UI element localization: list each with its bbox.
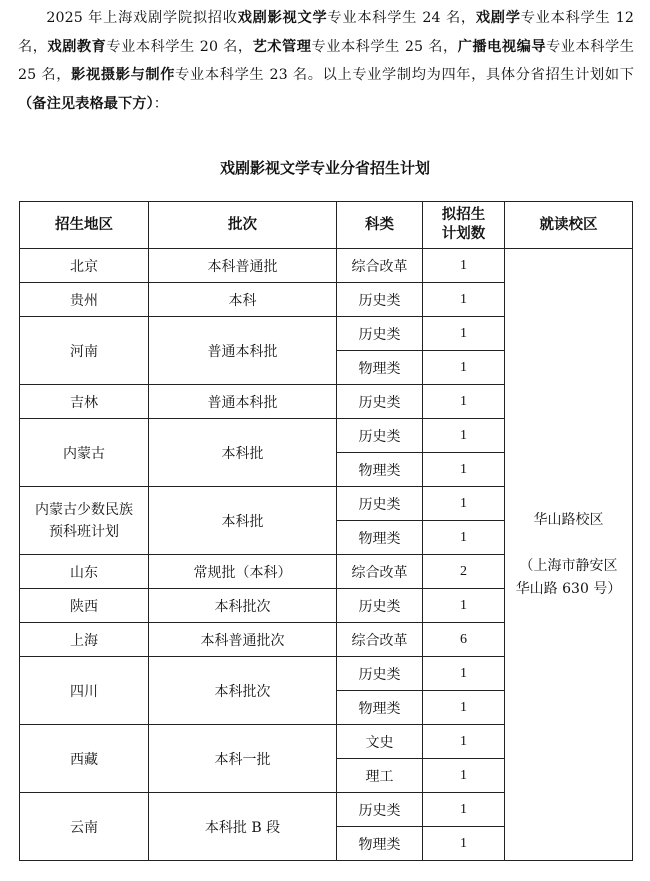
- subject-cell: 历史类: [337, 793, 423, 827]
- count-cell: 1: [423, 419, 505, 453]
- major-broadcast-directing: 广播电视编导: [457, 38, 547, 55]
- subject-cell: 综合改革: [337, 249, 423, 283]
- subject-cell: 历史类: [337, 317, 423, 351]
- note-reference: （备注见表格最下方）: [18, 95, 154, 112]
- intro-text: 2025 年上海戏剧学院拟招收: [46, 10, 238, 26]
- table-row: [20, 249, 633, 283]
- region-cell: 河南: [20, 317, 149, 385]
- table-title: 戏剧影视文学专业分省招生计划: [219, 159, 430, 177]
- intro-text: 专业本科学生 12 名，: [18, 10, 634, 55]
- region-cell: [20, 487, 149, 555]
- count-cell: 1: [423, 453, 505, 487]
- region-line2: 预科班计划: [49, 523, 119, 540]
- subject-cell: 文史: [337, 725, 423, 759]
- count-cell: 1: [423, 317, 505, 351]
- subject-cell: 物理类: [337, 351, 423, 385]
- count-cell: 1: [423, 351, 505, 385]
- batch-cell: 本科一批: [149, 725, 337, 793]
- subject-cell: 历史类: [337, 589, 423, 623]
- header-batch: 批次: [149, 202, 337, 249]
- region-cell: 北京: [20, 249, 149, 283]
- intro-text: 专业本科学生 24 名，: [327, 10, 476, 26]
- subject-cell: 物理类: [337, 691, 423, 725]
- region-cell: 陕西: [20, 589, 149, 623]
- count-cell: 1: [423, 657, 505, 691]
- intro-paragraph: [18, 4, 634, 118]
- subject-cell: 历史类: [337, 657, 423, 691]
- major-arts-management: 艺术管理: [252, 38, 312, 55]
- region-cell: 贵州: [20, 283, 149, 317]
- major-drama-education: 戏剧教育: [47, 38, 107, 55]
- header-region: 招生地区: [20, 202, 149, 249]
- header-plan-line1: 拟招生: [441, 207, 486, 223]
- subject-cell: 综合改革: [337, 555, 423, 589]
- batch-cell: 本科: [149, 283, 337, 317]
- intro-text: 专业本科学生 25 名，: [311, 38, 458, 55]
- campus-address-line2: 华山路 630 号）: [515, 580, 622, 597]
- batch-cell: 本科批: [149, 419, 337, 487]
- campus-address-line1: （上海市静安区: [519, 557, 618, 574]
- batch-cell: 本科批次: [149, 657, 337, 725]
- campus-name: 华山路校区: [533, 511, 604, 528]
- enrollment-plan-table: [19, 201, 633, 861]
- region-cell: 西藏: [20, 725, 149, 793]
- region-line1: 内蒙古少数民族: [35, 501, 133, 518]
- batch-cell: 本科批: [149, 487, 337, 555]
- count-cell: 1: [423, 759, 505, 793]
- campus-cell: [505, 249, 633, 861]
- header-subject: 科类: [337, 202, 423, 249]
- header-plan-count: [423, 202, 505, 249]
- table-header-row: [20, 202, 633, 249]
- count-cell: 2: [423, 555, 505, 589]
- batch-cell: 普通本科批: [149, 317, 337, 385]
- region-cell: 吉林: [20, 385, 149, 419]
- subject-cell: 历史类: [337, 419, 423, 453]
- count-cell: 1: [423, 691, 505, 725]
- major-film-photography: 影视摄影与制作: [71, 67, 176, 84]
- count-cell: 1: [423, 521, 505, 555]
- batch-cell: 普通本科批: [149, 385, 337, 419]
- count-cell: 1: [423, 725, 505, 759]
- count-cell: 1: [423, 793, 505, 827]
- count-cell: 1: [423, 827, 505, 861]
- subject-cell: 物理类: [337, 521, 423, 555]
- batch-cell: 本科普通批: [149, 249, 337, 283]
- region-cell: 山东: [20, 555, 149, 589]
- count-cell: 1: [423, 487, 505, 521]
- subject-cell: 物理类: [337, 827, 423, 861]
- intro-text: 专业本科学生 20 名，: [106, 38, 253, 55]
- intro-text: ：: [153, 95, 169, 112]
- region-cell: 内蒙古: [20, 419, 149, 487]
- intro-text: 专业本科学生 23 名。以上专业学制均为四年，具体分省招生计划如下: [175, 67, 635, 84]
- subject-cell: 综合改革: [337, 623, 423, 657]
- count-cell: 1: [423, 283, 505, 317]
- intro-text: 专业本科学生 25 名，: [18, 38, 634, 84]
- major-drama-film-literature: 戏剧影视文学: [237, 10, 328, 26]
- subject-cell: 历史类: [337, 487, 423, 521]
- major-dramatics: 戏剧学: [475, 10, 521, 26]
- header-campus: 就读校区: [505, 202, 633, 249]
- header-plan-line2: 计划数: [441, 226, 486, 242]
- batch-cell: 本科批 B 段: [149, 793, 337, 861]
- campus-spacer: [505, 532, 632, 555]
- count-cell: 6: [423, 623, 505, 657]
- subject-cell: 历史类: [337, 385, 423, 419]
- batch-cell: 本科批次: [149, 589, 337, 623]
- subject-cell: 理工: [337, 759, 423, 793]
- count-cell: 1: [423, 385, 505, 419]
- batch-cell: 本科普通批次: [149, 623, 337, 657]
- count-cell: 1: [423, 589, 505, 623]
- subject-cell: 历史类: [337, 283, 423, 317]
- region-cell: 四川: [20, 657, 149, 725]
- subject-cell: 物理类: [337, 453, 423, 487]
- batch-cell: 常规批（本科）: [149, 555, 337, 589]
- region-cell: 上海: [20, 623, 149, 657]
- region-cell: 云南: [20, 793, 149, 861]
- count-cell: 1: [423, 249, 505, 283]
